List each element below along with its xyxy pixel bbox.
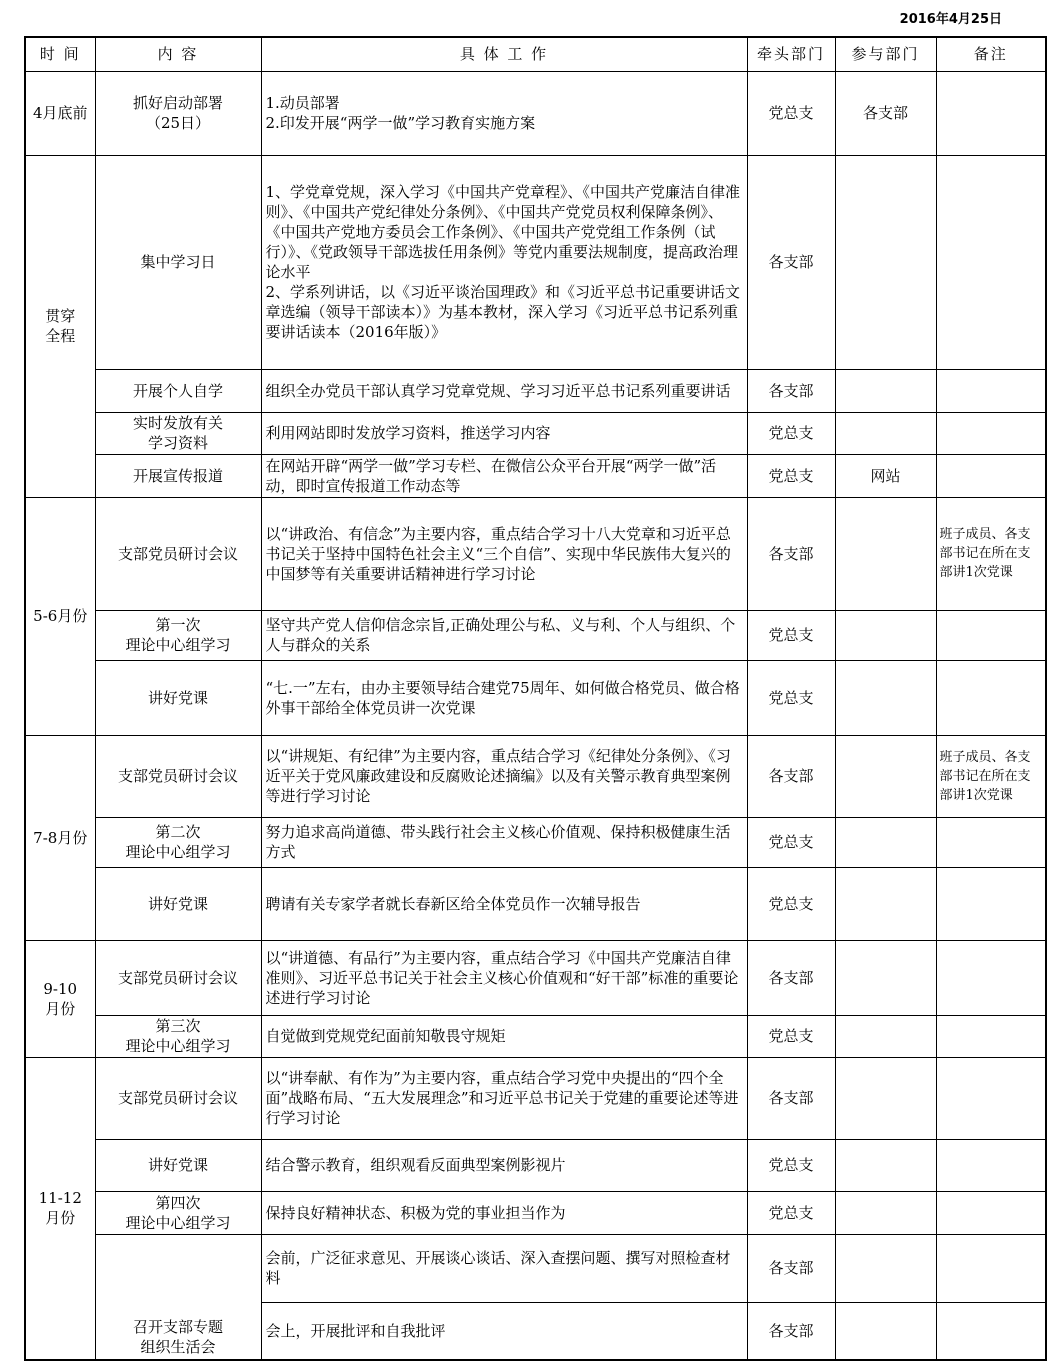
work-cell: 坚守共产党人信仰信念宗旨,正确处理公与私、义与利、个人与组织、个人与群众的关系 (261, 610, 747, 660)
note-cell (936, 369, 1046, 412)
lead-cell: 各支部 (747, 1057, 835, 1139)
content-cell: 支部党员研讨会议 (95, 497, 261, 610)
note-cell (936, 1139, 1046, 1191)
table-row (25, 817, 1046, 867)
lead-cell: 各支部 (747, 1302, 835, 1360)
lead-cell: 党总支 (747, 71, 835, 155)
note-cell (936, 1191, 1046, 1234)
note-cell: 班子成员、各支部书记在所在支部讲1次党课 (936, 497, 1046, 610)
header-lead: 牵头部门 (747, 37, 835, 71)
content-cell: 抓好启动部署 （25日） (95, 71, 261, 155)
content-cell: 讲好党课 (95, 1139, 261, 1191)
note-cell (936, 1015, 1046, 1057)
note-cell (936, 1302, 1046, 1360)
time-cell: 9-10 月份 (25, 940, 95, 1057)
content-cell: 支部党员研讨会议 (95, 735, 261, 817)
table-row (25, 497, 1046, 610)
participate-cell: 网站 (835, 454, 936, 497)
content-cell: 召开支部专题 组织生活会 (95, 1234, 261, 1360)
content-cell: 实时发放有关 学习资料 (95, 412, 261, 454)
participate-cell (835, 660, 936, 735)
table-row (25, 1191, 1046, 1234)
participate-cell (835, 412, 936, 454)
work-cell: 组织全办党员干部认真学习党章党规、学习习近平总书记系列重要讲话 (261, 369, 747, 412)
table-row (25, 610, 1046, 660)
lead-cell: 党总支 (747, 660, 835, 735)
table-row (25, 1015, 1046, 1057)
work-cell: 利用网站即时发放学习资料，推送学习内容 (261, 412, 747, 454)
note-cell (936, 155, 1046, 369)
participate-cell (835, 1191, 936, 1234)
header-participate: 参与部门 (835, 37, 936, 71)
note-cell (936, 454, 1046, 497)
note-cell (936, 71, 1046, 155)
lead-cell: 党总支 (747, 1015, 835, 1057)
time-cell: 11-12 月份 (25, 1057, 95, 1360)
header-time: 时 间 (25, 37, 95, 71)
work-cell: “七.一”左右，由办主要领导结合建党75周年、如何做合格党员、做合格外事干部给全体党员讲一次党课 (261, 660, 747, 735)
note-cell (936, 660, 1046, 735)
work-cell: 在网站开辟“两学一做”学习专栏、在微信公众平台开展“两学一做”活动，即时宣传报道工作动态等 (261, 454, 747, 497)
work-cell: 以“讲奉献、有作为”为主要内容，重点结合学习党中央提出的“四个全面”战略布局、“五大发展理念”和习近平总书记关于党建的重要论述等进行学习讨论 (261, 1057, 747, 1139)
work-cell: 1、学党章党规，深入学习《中国共产党章程》、《中国共产党廉洁自律准则》、《中国共产党纪律处分条例》、《中国共产党党员权利保障条例》、《中国共产党地方委员会工作条例》、《中国共产党党组工作条例（试行）》、《党政领导干部选拔任用条例》等党内重要法规制度，提高政治理论水平 2、学系列讲话，以《习近平谈治国理政》和《习近平总书记重要讲话文章选编（领导干部读本）》为基本教材，深入学习《习近平总书记系列重要讲话读本（2016年版）》 (261, 155, 747, 369)
work-cell: 以“讲政治、有信念”为主要内容，重点结合学习十八大党章和习近平总书记关于坚持中国特色社会主义“三个自信”、实现中华民族伟大复兴的中国梦等有关重要讲话精神进行学习讨论 (261, 497, 747, 610)
note-cell (936, 867, 1046, 940)
time-cell: 7-8月份 (25, 735, 95, 940)
participate-cell (835, 610, 936, 660)
lead-cell: 各支部 (747, 155, 835, 369)
work-cell: 保持良好精神状态、积极为党的事业担当作为 (261, 1191, 747, 1234)
header-note: 备注 (936, 37, 1046, 71)
table-row (25, 369, 1046, 412)
participate-cell (835, 155, 936, 369)
table-row (25, 155, 1046, 369)
lead-cell: 各支部 (747, 497, 835, 610)
lead-cell: 党总支 (747, 610, 835, 660)
table-row (25, 735, 1046, 817)
lead-cell: 党总支 (747, 412, 835, 454)
table-row (25, 940, 1046, 1015)
work-cell: 自觉做到党规党纪面前知敬畏守规矩 (261, 1015, 747, 1057)
work-cell: 会前，广泛征求意见、开展谈心谈话、深入查摆问题、撰写对照检查材料 (261, 1234, 747, 1302)
work-cell: 1.动员部署 2.印发开展“两学一做”学习教育实施方案 (261, 71, 747, 155)
table-row (25, 412, 1046, 454)
time-cell: 5-6月份 (25, 497, 95, 735)
table-row (25, 867, 1046, 940)
lead-cell: 各支部 (747, 940, 835, 1015)
lead-cell: 各支部 (747, 1234, 835, 1302)
content-cell: 第二次 理论中心组学习 (95, 817, 261, 867)
content-cell: 开展宣传报道 (95, 454, 261, 497)
header-work: 具 体 工 作 (261, 37, 747, 71)
table-row (25, 1139, 1046, 1191)
note-cell (936, 610, 1046, 660)
note-cell (936, 1057, 1046, 1139)
participate-cell (835, 497, 936, 610)
lead-cell: 党总支 (747, 1139, 835, 1191)
lead-cell: 各支部 (747, 369, 835, 412)
lead-cell: 党总支 (747, 454, 835, 497)
work-cell: 以“讲规矩、有纪律”为主要内容，重点结合学习《纪律处分条例》、《习近平关于党风廉政建设和反腐败论述摘编》以及有关警示教育典型案例等进行学习讨论 (261, 735, 747, 817)
content-cell: 讲好党课 (95, 660, 261, 735)
lead-cell: 党总支 (747, 817, 835, 867)
participate-cell (835, 369, 936, 412)
table-row (25, 1057, 1046, 1139)
participate-cell (835, 1057, 936, 1139)
header-content: 内 容 (95, 37, 261, 71)
document-date: 2016年4月25日 (899, 12, 1002, 27)
lead-cell: 党总支 (747, 1191, 835, 1234)
participate-cell (835, 867, 936, 940)
note-cell (936, 1234, 1046, 1302)
participate-cell (835, 1015, 936, 1057)
participate-cell (835, 1139, 936, 1191)
note-cell: 班子成员、各支部书记在所在支部讲1次党课 (936, 735, 1046, 817)
lead-cell: 各支部 (747, 735, 835, 817)
header-row (25, 37, 1046, 71)
participate-cell (835, 1234, 936, 1302)
participate-cell (835, 817, 936, 867)
work-cell: 会上，开展批评和自我批评 (261, 1302, 747, 1360)
content-cell: 集中学习日 (95, 155, 261, 369)
note-cell (936, 412, 1046, 454)
time-cell: 贯穿 全程 (25, 155, 95, 497)
table-row (25, 71, 1046, 155)
table-row (25, 660, 1046, 735)
content-cell: 开展个人自学 (95, 369, 261, 412)
work-cell: 结合警示教育，组织观看反面典型案例影视片 (261, 1139, 747, 1191)
work-cell: 以“讲道德、有品行”为主要内容，重点结合学习《中国共产党廉洁自律准则》、习近平总书记关于社会主义核心价值观和“好干部”标准的重要论述进行学习讨论 (261, 940, 747, 1015)
note-cell (936, 940, 1046, 1015)
note-cell (936, 817, 1046, 867)
work-cell: 努力追求高尚道德、带头践行社会主义核心价值观、保持积极健康生活方式 (261, 817, 747, 867)
table-row (25, 454, 1046, 497)
content-cell: 讲好党课 (95, 867, 261, 940)
schedule-table (24, 36, 1047, 1361)
content-cell: 支部党员研讨会议 (95, 1057, 261, 1139)
work-cell: 聘请有关专家学者就长春新区给全体党员作一次辅导报告 (261, 867, 747, 940)
content-cell: 支部党员研讨会议 (95, 940, 261, 1015)
content-cell: 第四次 理论中心组学习 (95, 1191, 261, 1234)
participate-cell: 各支部 (835, 71, 936, 155)
time-cell: 4月底前 (25, 71, 95, 155)
table-row (25, 1234, 1046, 1302)
content-cell: 第一次 理论中心组学习 (95, 610, 261, 660)
participate-cell (835, 940, 936, 1015)
participate-cell (835, 735, 936, 817)
participate-cell (835, 1302, 936, 1360)
content-cell: 第三次 理论中心组学习 (95, 1015, 261, 1057)
lead-cell: 党总支 (747, 867, 835, 940)
